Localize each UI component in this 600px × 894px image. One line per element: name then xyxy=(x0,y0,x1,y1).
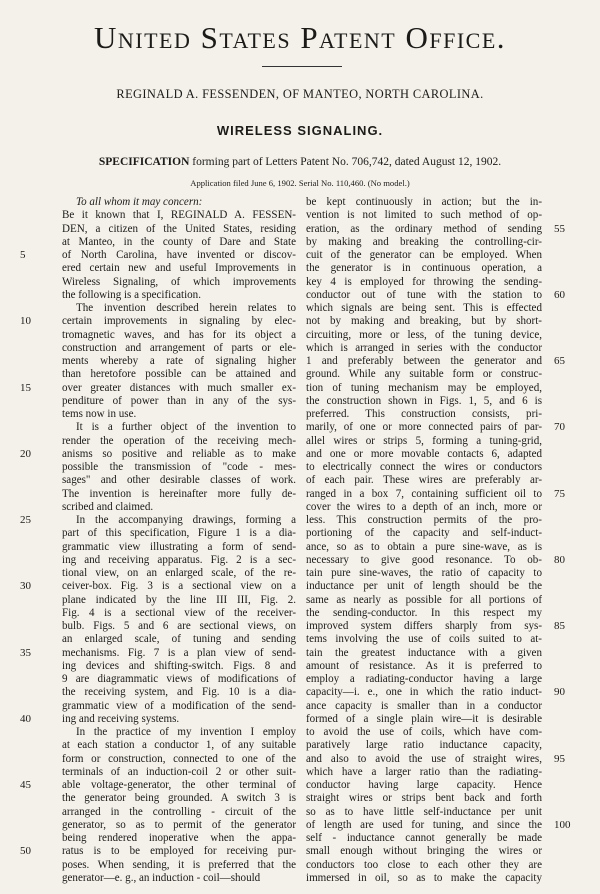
application-line: Application filed June 6, 1902. Serial No. 110,460. (No model.) xyxy=(190,178,410,188)
text-line: poses. When sending, it is preferred that the xyxy=(62,858,296,871)
text-line: ceiver-box. Fig. 3 is a sectional view on a xyxy=(62,580,296,593)
text-line: to electrically connect the wires or conductors xyxy=(306,461,542,473)
text-line: grammatic view illustrating a form of send- xyxy=(62,540,296,553)
text-line: immersed in oil, so as to make the capacity xyxy=(306,871,542,884)
header-rule xyxy=(262,66,342,67)
text-line: to avoid the use of coils, which have com- xyxy=(306,726,542,738)
line-number: 85 xyxy=(554,620,565,632)
inventor-line: REGINALD A. FESSENDEN, OF MANTEO, NORTH CAROLINA. xyxy=(116,87,484,101)
text-line: and also to avoid the use of straight wires, xyxy=(306,752,542,765)
text-line: capacity—i. e., one in which the ratio induct- xyxy=(306,686,542,699)
right-text-column xyxy=(306,196,542,885)
text-line: amount of resistance. As it is preferred to xyxy=(306,659,542,672)
text-line: cuit of the generator can be employed. When xyxy=(306,249,542,261)
text-line: ance, so as to obtain a pure sine-wave, as is xyxy=(306,540,542,553)
text-line: marily, of one or more connected pairs of par- xyxy=(306,421,542,434)
line-number: 50 xyxy=(20,845,31,858)
text-line: anisms so positive and reliable as to make xyxy=(62,447,296,460)
text-line: than heretofore possible can be attained and xyxy=(62,368,296,381)
line-number: 30 xyxy=(20,580,31,593)
text-line: and one or more movable contacts 6, adapted xyxy=(306,447,542,460)
text-line: tems now in use. xyxy=(62,408,137,420)
text-line: circuiting, more or less, of the tuning device, xyxy=(306,328,542,341)
text-line: mechanisms. Fig. 7 is a plan view of send- xyxy=(62,646,296,659)
text-line: which signals are being sent. This is effected xyxy=(306,302,542,314)
line-number: 90 xyxy=(554,686,565,699)
line-number: 5 xyxy=(20,249,26,261)
text-line: the sending-conductor. In this respect my xyxy=(306,606,542,619)
text-line: ing devices and shifting-switch. Figs. 8 and xyxy=(62,659,296,672)
text-line: generator—e. g., an induction - coil—should xyxy=(62,871,261,884)
text-line: The invention described herein relates to xyxy=(76,302,296,314)
text-line: terminals of an induction-coil 2 or other suit- xyxy=(62,765,296,778)
text-line: straight wires or strips bent back and forth xyxy=(306,792,542,805)
line-number: 100 xyxy=(554,818,571,831)
text-line: tromagnetic waves, and has for its object a xyxy=(62,328,296,341)
text-line: Wireless Signaling, of which improvements xyxy=(62,275,296,288)
text-line: conductors too close to each other they are xyxy=(306,858,542,871)
text-line: arranged in the controlling - circuit of the xyxy=(62,805,296,818)
text-line: not by making and breaking, but by short- xyxy=(306,315,542,328)
text-line: render the operation of the receiving mech- xyxy=(62,434,296,447)
text-line: the following is a specification. xyxy=(62,288,201,301)
text-line: an enlarged scale, of tuning and sending xyxy=(62,633,296,646)
text-line: allel wires or strips 5, forming a tuning-grid, xyxy=(306,434,542,447)
line-number: 45 xyxy=(20,779,31,791)
text-line: same as nearly as possible for all portions of xyxy=(306,593,542,606)
text-line: ing and receiving apparatus. Fig. 2 is a sec- xyxy=(62,553,296,566)
text-line: generator, so as to permit of the generator xyxy=(62,818,296,831)
text-line: bulb. Figs. 5 and 6 are sectional views, on xyxy=(62,620,296,632)
text-line: ments whereby a rate of signaling higher xyxy=(62,355,296,367)
text-line: portioning of the capacity and self-induct- xyxy=(306,527,542,540)
line-number: 40 xyxy=(20,712,31,725)
text-line: conductor having large capacity. Hence xyxy=(306,779,542,791)
text-line: the generator is in continuous operation, a xyxy=(306,262,542,275)
specification-line xyxy=(0,156,600,168)
text-line: tional view, on an enlarged scale, of the re- xyxy=(62,567,296,579)
line-number: 15 xyxy=(20,381,31,394)
text-line: To all whom it may concern: xyxy=(76,196,203,208)
text-line: conductor out of tune with the station to xyxy=(306,288,542,301)
text-line: formed of a single plain wire—it is desirable xyxy=(306,712,542,725)
specification-lead: SPECIFICATION xyxy=(98,156,190,168)
text-line: ratus is to be employed for receiving pur- xyxy=(62,845,296,858)
text-line: which is arranged in series with the conductor xyxy=(306,341,542,354)
text-line: at each station a conductor 1, of any suitable xyxy=(62,739,296,752)
text-line: which have a larger ratio than the radiating- xyxy=(306,765,542,778)
text-line: the construction shown in Figs. 1, 5, and 6 is xyxy=(306,394,542,407)
text-line: penditure of power than in any of the sys- xyxy=(62,394,296,407)
text-line: tems involving the use of coils suited to at- xyxy=(306,633,542,646)
line-number: 35 xyxy=(20,646,31,659)
text-line: cover the wires to a depth of an inch, more or xyxy=(306,500,542,513)
text-line: part of this specification, Figure 1 is a dia- xyxy=(62,527,296,540)
line-number: 25 xyxy=(20,514,31,526)
line-number: 20 xyxy=(20,447,31,460)
text-line: 9 are diagrammatic views of modifications of xyxy=(62,673,296,685)
text-line: In the accompanying drawings, forming a xyxy=(76,514,296,526)
text-line: grammatic view of a modification of the send- xyxy=(62,699,296,712)
line-number: 65 xyxy=(554,355,565,367)
text-line: so as to have little self-inductance per unit xyxy=(306,805,542,818)
text-line: at Manteo, in the county of Dare and State xyxy=(62,235,296,248)
text-line: 1 and preferably between the generator and xyxy=(306,355,542,367)
text-line: less. This construction permits of the pro- xyxy=(306,514,542,526)
text-line: tain pure sine-waves, the ratio of capacity to xyxy=(306,567,542,579)
text-line: key 4 is employed for throwing the sending- xyxy=(306,275,542,288)
line-number: 75 xyxy=(554,487,565,500)
text-line: small enough without bringing the wires or xyxy=(306,845,542,858)
text-line: ance capacity is smaller than in a conductor xyxy=(306,699,542,712)
text-line: In the practice of my invention I employ xyxy=(76,726,296,738)
text-line: improved system differs sharply from sys- xyxy=(306,620,542,632)
text-line: Fig. 4 is a sectional view of the receiver- xyxy=(62,606,296,619)
invention-title: WIRELESS SIGNALING. xyxy=(216,123,384,138)
text-line: ranged in a box 7, containing sufficient oil to xyxy=(306,487,542,500)
left-text-column xyxy=(62,196,296,885)
line-number: 95 xyxy=(554,752,565,765)
text-line: eration, as the ordinary method of sending xyxy=(306,222,542,235)
text-line: scribed and claimed. xyxy=(62,500,154,513)
text-line: inductance per unit of length should be the xyxy=(306,580,542,593)
text-line: sages" and other desirable classes of work. xyxy=(62,474,296,487)
line-number: 70 xyxy=(554,421,565,434)
text-line: vention is not limited to such method of op- xyxy=(306,209,542,222)
line-number: 55 xyxy=(554,222,565,235)
text-line: The invention is hereinafter more fully de- xyxy=(62,487,296,500)
text-line: be kept continuously in action; but the in- xyxy=(306,196,542,208)
text-line: ing and receiving systems. xyxy=(62,712,180,725)
line-number: 80 xyxy=(554,553,565,566)
text-line: form or construction, connected to one of the xyxy=(62,752,296,765)
text-line: Be it known that I, REGINALD A. FESSEN- xyxy=(62,209,296,222)
text-line: being rendered inoperative when the appa- xyxy=(62,832,296,844)
text-line: self - inductance cannot generally be made xyxy=(306,832,542,844)
text-line: tion of tuning mechanism may be employed, xyxy=(306,381,542,394)
text-line: necessary to give good resonance. To ob- xyxy=(306,553,542,566)
text-line: It is a further object of the invention to xyxy=(76,421,296,434)
text-line: tain the greatest inductance with a given xyxy=(306,646,542,659)
text-line: of North Carolina, have invented or discov- xyxy=(62,249,296,261)
specification-details: forming part of Letters Patent No. 706,742, dated August 12, 1902. xyxy=(192,156,502,168)
text-line: ered certain new and useful Improvements in xyxy=(62,262,296,275)
text-line: of length are used for tuning, and since the xyxy=(306,818,542,831)
text-line: the generator being grounded. A switch 3 is xyxy=(62,792,296,805)
office-title: United States Patent Office. xyxy=(93,20,507,55)
text-line: by making and breaking the controlling-cir- xyxy=(306,235,542,248)
text-line: the receiving system, and Fig. 10 is a dia- xyxy=(62,686,296,699)
text-line: certain improvements in signaling by elec- xyxy=(62,315,296,328)
text-line: construction and arrangement of parts or ele- xyxy=(62,341,296,354)
text-line: possible the transmission of "code - mes- xyxy=(62,461,296,473)
text-line: able voltage-generator, the other terminal of xyxy=(62,779,296,791)
text-line: preferred. This construction consists, pri- xyxy=(306,408,542,420)
text-line: employ a radiating-conductor having a large xyxy=(306,673,542,685)
text-line: plane indicated by the line III III, Fig. 2. xyxy=(62,593,296,606)
text-line: ground. While any suitable form or construc- xyxy=(306,368,542,381)
line-number: 10 xyxy=(20,315,31,328)
line-number: 60 xyxy=(554,288,565,301)
text-line: over greater distances with much smaller ex- xyxy=(62,381,296,394)
text-line: paratively large ratio inductance capacity, xyxy=(306,739,542,752)
text-line: of each pair. These wires are preferably ar- xyxy=(306,474,542,487)
text-line: DEN, a citizen of the United States, residing xyxy=(62,222,296,235)
